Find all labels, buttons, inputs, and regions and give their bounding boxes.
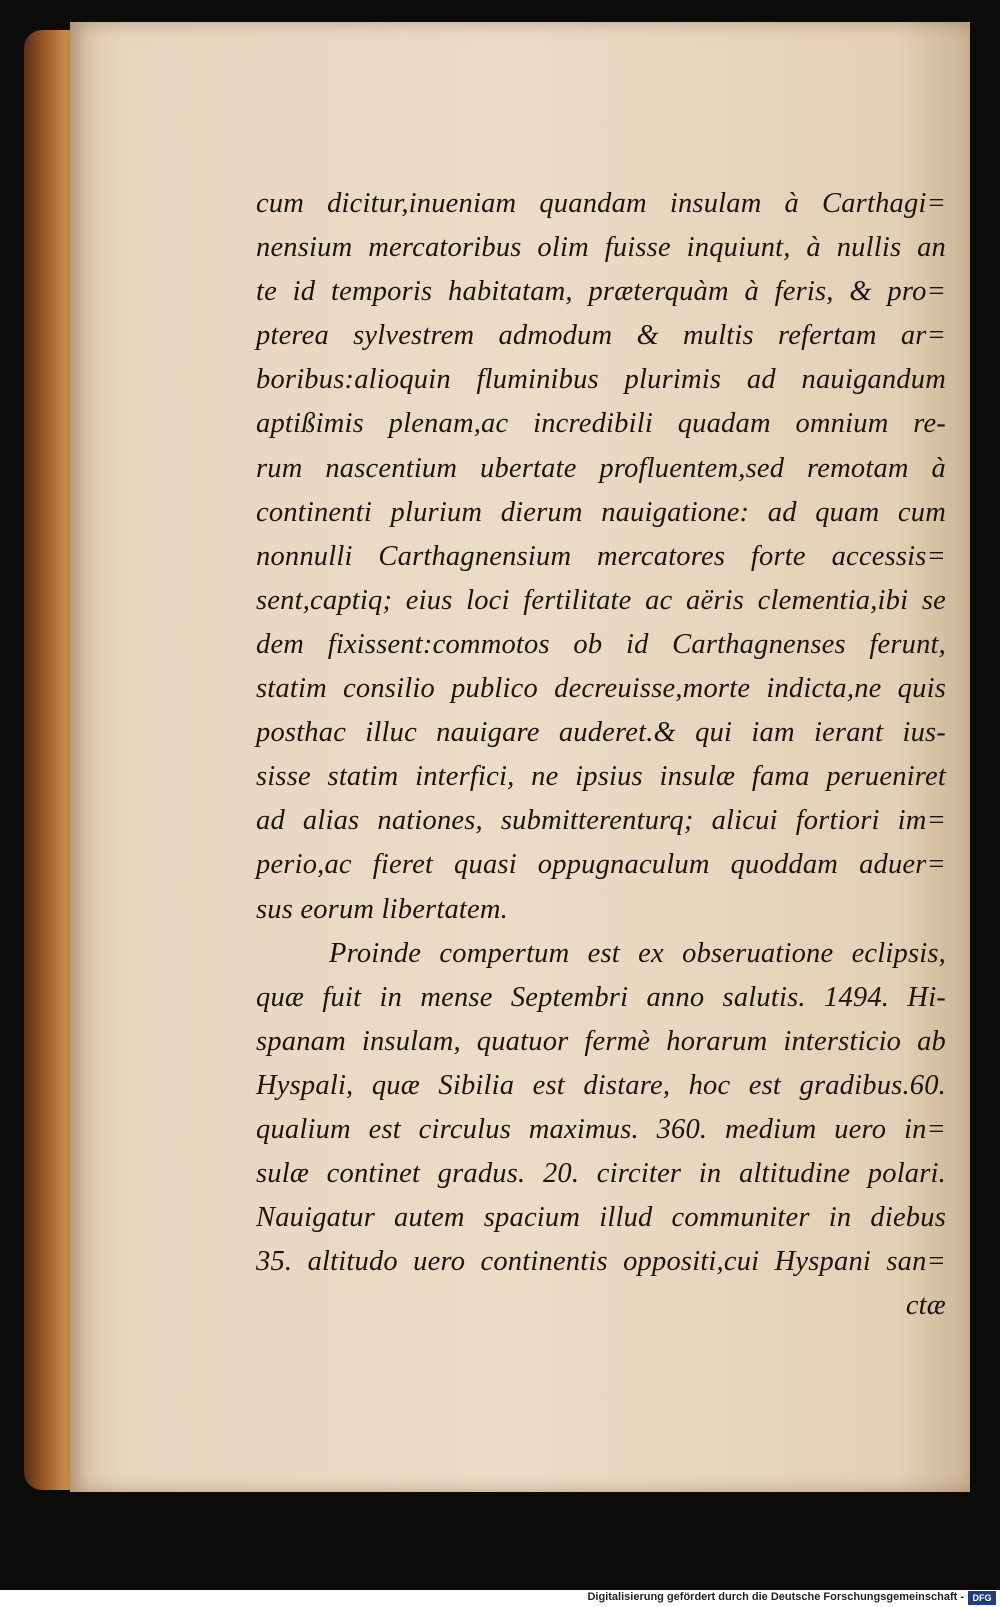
text-line: qualium est circulus maximus. 360. medium uero in= [256,1113,946,1145]
text-line: statim consilio publico decreuisse,morte indicta,ne quis [256,673,946,705]
text-line: sisse statim interfici, ne ipsius insulæ fama perueniret [256,761,946,793]
text-line: 35. altitudo uero continentis oppositi,cui Hyspani san= [256,1246,946,1278]
text-line: posthac illuc nauigare auderet.& qui iam ierant ius- [256,717,946,749]
dfg-logo: DFG [968,1591,996,1605]
text-line: Hyspali, quæ Sibilia est distare, hoc est gradibus.60. [256,1069,946,1101]
page-text [256,182,946,1328]
text-line: nonnulli Carthagnensium mercatores forte accessis= [256,540,946,572]
text-line: sulæ continet gradus. 20. circiter in altitudine polari. [256,1158,946,1190]
text-line: sus eorum libertatem. [256,893,508,925]
digitization-footer [0,1590,1000,1607]
footer-credit: Digitalisierung gefördert durch die Deutsche Forschungsgemeinschaft - [587,1591,964,1603]
text-line: Proinde compertum est ex obseruatione eclipsis, [256,937,946,969]
text-line: pterea sylvestrem admodum & multis refertam ar= [256,320,946,352]
book-page [70,22,970,1492]
text-line: quæ fuit in mense Septembri anno salutis. 1494. Hi- [256,981,946,1013]
text-line: te id temporis habitatam, præterquàm à feris, & pro= [256,276,946,308]
text-line: boribus:alioquin fluminibus plurimis ad nauigandum [256,364,946,396]
text-line: rum nascentium ubertate profluentem,sed remotam à [256,452,946,484]
text-line: cum dicitur,inueniam quandam insulam à Carthagi= [256,188,946,219]
text-line: Nauigatur autem spacium illud communiter in diebus [256,1202,946,1234]
text-line: continenti plurium dierum nauigatione: ad quam cum [256,496,946,528]
text-line: perio,ac fieret quasi oppugnaculum quoddam aduer= [256,849,946,881]
text-line: sent,captiq; eius loci fertilitate ac aëris clementia,ibi se [256,584,946,616]
text-line: ad alias nationes, submitterenturq; alicui fortiori im= [256,805,946,837]
catchword: ctæ [905,1290,946,1322]
text-line: dem fixissent:commotos ob id Carthagnenses ferunt, [256,628,946,660]
text-line: aptißimis plenam,ac incredibili quadam omnium re- [256,408,946,440]
text-line: nensium mercatoribus olim fuisse inquiunt, à nullis an [256,232,946,264]
text-line: spanam insulam, quatuor fermè horarum intersticio ab [256,1025,946,1057]
